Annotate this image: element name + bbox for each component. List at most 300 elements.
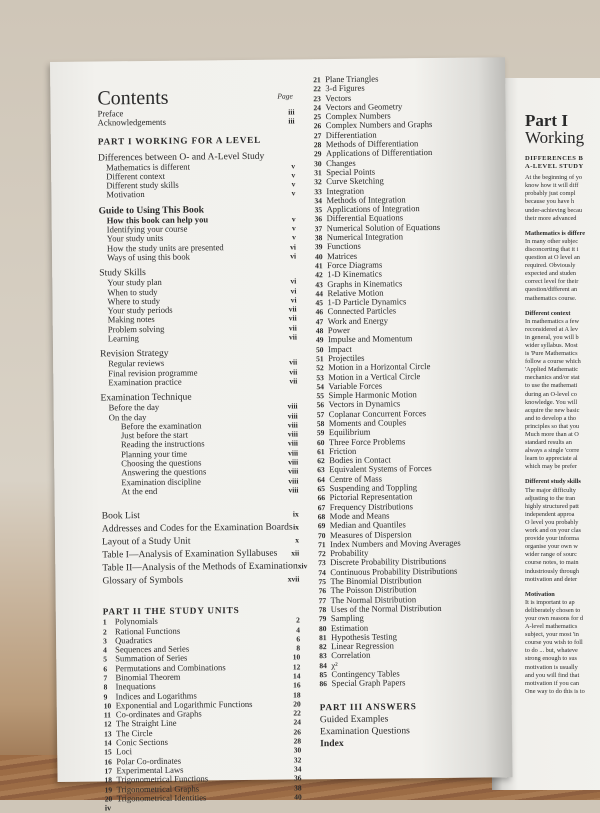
toc-entry-title: Table II—Analysis of the Methods of Examination <box>102 560 298 574</box>
toc-entry-page: 34 <box>293 764 302 774</box>
toc-entry-title: Graphs in Kinematics <box>327 277 403 289</box>
unit-number: 27 <box>313 130 322 141</box>
unit-number: 72 <box>318 549 326 559</box>
unit-number: 44 <box>315 288 323 299</box>
toc-entry-title: Measures of Dispersion <box>329 528 412 540</box>
body-line: mathematics course. <box>525 294 577 302</box>
toc-entry-label <box>108 334 139 344</box>
body-line: highly structured patt <box>525 502 579 510</box>
unit-number: 64 <box>317 474 325 484</box>
body-line: A-level mathematics <box>525 623 578 631</box>
toc-entry-title: The Straight Line <box>115 718 177 729</box>
toc-entry-title: Frequency Distributions <box>329 500 414 512</box>
toc-entry-title: Friction <box>329 445 357 456</box>
unit-number: 33 <box>314 186 322 196</box>
unit-number: 63 <box>317 465 325 475</box>
toc-entry-title: Co-ordinates and Graphs <box>115 708 202 720</box>
body-line: and you will find that <box>525 671 580 679</box>
toc-entry-page: v <box>291 170 296 180</box>
toc-entry-title: Choosing the questions <box>121 457 202 469</box>
body-line: during an O-level co <box>525 390 577 398</box>
toc-entry-title: The Normal Distribution <box>330 593 417 605</box>
page-folio: iv <box>104 803 112 813</box>
body-line: wider syllabus. Most <box>525 341 578 349</box>
toc-entry-title: Vectors in Dynamics <box>328 398 401 410</box>
toc-entry-title: Numerical Solution of Equations <box>326 221 441 233</box>
unit-number: 66 <box>317 493 326 503</box>
toc-entry-title: Differentiation <box>325 129 377 140</box>
toc-entry-label <box>121 487 157 497</box>
toc-entry-title: Indices and Logarithms <box>115 690 197 701</box>
toc-entry <box>100 332 297 343</box>
unit-number: 56 <box>316 400 325 410</box>
unit-number: 1 <box>102 617 107 627</box>
unit-number: 38 <box>314 233 323 243</box>
toc-entry-page: v <box>291 223 296 233</box>
toc-entry-title: Answering the questions <box>121 466 207 478</box>
unit-number: 60 <box>316 437 325 447</box>
toc-entry-title: Bodies in Contact <box>329 454 391 466</box>
toc-entry-title: Ways of using this book <box>106 251 190 263</box>
body-line: independent approa <box>525 510 575 518</box>
section-heading: Guide to Using This Book <box>98 204 205 217</box>
toc-entry-title: Different study skills <box>106 179 179 191</box>
unit-number: 25 <box>313 112 322 122</box>
toc-entry-title: Estimation <box>330 622 369 633</box>
toc-entry-title: Relative Motion <box>327 287 384 298</box>
toc-entry-title: Uses of the Normal Distribution <box>330 602 442 615</box>
toc-entry-page: 26 <box>293 727 302 737</box>
toc-entry-title: Centre of Mass <box>329 473 382 484</box>
toc-entry-title: How this book can help you <box>106 214 209 226</box>
unit-number: 13 <box>103 729 112 739</box>
toc-entry-page: 6 <box>296 634 301 644</box>
toc-entry-title: Functions <box>326 241 361 252</box>
unit-number: 49 <box>315 335 324 345</box>
unit-number: 73 <box>318 558 326 568</box>
toc-entry-title: Your study plan <box>107 277 162 288</box>
toc-entry-title: How the study units are presented <box>106 241 224 254</box>
toc-entry-title: Work and Energy <box>327 315 389 326</box>
toc-entry-page: vi <box>290 251 297 261</box>
toc-entry-page: viii <box>287 401 298 411</box>
toc-entry <box>98 189 295 200</box>
unit-number: 58 <box>316 419 325 429</box>
unit-number: 75 <box>318 577 327 587</box>
toc-entry-title: On the day <box>108 411 147 422</box>
unit-number: 11 <box>103 710 111 720</box>
toc-entry-title: Discrete Probability Distributions <box>330 556 447 568</box>
unit-number: 40 <box>315 251 323 261</box>
toc-entry-title: Force Diagrams <box>327 259 383 271</box>
body-line: O level you probably <box>525 518 579 526</box>
page-column-label: Page <box>277 91 293 101</box>
contents-page <box>50 57 513 813</box>
toc-entry-title: Your study units <box>106 233 164 244</box>
toc-entry-title: Variable Forces <box>328 380 383 391</box>
toc-entry-page: vi <box>290 242 296 252</box>
body-line: expected and studen <box>525 270 577 278</box>
body-line: work and on your clas <box>525 527 581 535</box>
toc-entry-title: Your study periods <box>107 304 173 316</box>
contents-left-column <box>97 107 308 813</box>
unit-number: 57 <box>316 409 325 419</box>
toc-entry-page: v <box>291 161 296 171</box>
body-line: In mathematics a few <box>525 317 580 325</box>
unit-number: 71 <box>318 539 326 550</box>
toc-entry-page: 38 <box>294 782 302 793</box>
toc-entry-page: viii <box>288 476 299 486</box>
toc-entry-page: 36 <box>293 773 302 783</box>
body-line: is 'Pure Mathematics <box>525 350 578 358</box>
part-heading: PART II THE STUDY UNITS <box>102 605 240 617</box>
toc-entry-title: The Poisson Distribution <box>330 584 417 596</box>
toc-entry-title: Power <box>327 324 350 336</box>
body-line: subject, your most 'in <box>525 631 579 639</box>
section-heading: Study Skills <box>99 267 146 279</box>
toc-entry-title: Methods of Differentiation <box>325 138 419 150</box>
body-line: deliberately chosen to <box>525 606 581 614</box>
toc-entry <box>102 509 299 522</box>
unit-number: 65 <box>317 484 326 494</box>
unit-number: 86 <box>319 679 328 689</box>
toc-entry-page: ix <box>292 509 299 519</box>
toc-entry-label <box>102 575 183 587</box>
toc-entry-title: Linear Regression <box>331 640 394 652</box>
unit-number: 16 <box>104 757 112 767</box>
body-line: know how it will diff <box>525 182 579 190</box>
body-line: learn to appreciate al <box>525 455 578 463</box>
unit-number: 48 <box>315 326 324 336</box>
unit-number: 18 <box>104 775 113 785</box>
toc-entry <box>98 117 295 128</box>
body-line: reconsidered at A lev <box>525 325 578 333</box>
unit-number: 82 <box>319 642 327 652</box>
unit-number: 62 <box>317 456 325 466</box>
toc-entry-page: 14 <box>292 671 301 681</box>
toc-entry-page: 8 <box>296 643 301 653</box>
toc-entry-title: Table I—Analysis of Examination Syllabuses <box>102 547 278 561</box>
unit-number: 54 <box>316 381 324 392</box>
unit-number: 39 <box>314 242 323 252</box>
body-line: wider range of sourc <box>525 551 577 559</box>
toc-entry-page: vii <box>289 367 298 377</box>
unit-number: 47 <box>315 316 324 326</box>
facing-heading: Working <box>525 128 585 147</box>
toc-entry-page: 22 <box>293 708 301 718</box>
toc-entry-title: Before the day <box>108 402 160 413</box>
toc-entry-title: Index Numbers and Moving Averages <box>330 537 461 549</box>
toc-entry-page: iii <box>288 107 295 117</box>
answers-entry: Guided Examples <box>319 713 389 725</box>
toc-entry-title: Polynomials <box>114 616 158 627</box>
toc-entry-title: Trigonometrical Functions <box>116 773 209 785</box>
body-line: your own reasons for d <box>525 614 584 622</box>
unit-number: 50 <box>315 344 324 354</box>
toc-entry-title: Equivalent Systems of Forces <box>329 463 432 475</box>
unit-number: 10 <box>103 701 112 711</box>
unit-number: 24 <box>313 103 322 113</box>
part-heading: PART III ANSWERS <box>319 700 417 712</box>
unit-number: 51 <box>316 354 324 364</box>
body-line: principles so that you <box>525 422 580 430</box>
body-line: to do ... but, whateve <box>525 647 578 655</box>
unit-number: 15 <box>104 747 112 757</box>
toc-entry-title: Experimental Laws <box>116 764 184 776</box>
toc-entry-title: Hypothesis Testing <box>330 631 397 642</box>
toc-entry-page: 16 <box>292 680 301 690</box>
body-line: and to develop a tho <box>525 414 577 422</box>
body-line: organise your own w <box>525 543 578 551</box>
toc-entry-title: Three Force Problems <box>328 435 406 447</box>
toc-entry-title: Moments and Couples <box>328 417 407 429</box>
toc-entry-title: Rational Functions <box>114 625 181 636</box>
toc-entry-title: Planning your time <box>121 448 188 459</box>
body-line: In many other subjec <box>525 237 578 245</box>
unit-number: 2 <box>102 626 107 636</box>
toc-entry-title: Acknowledgements <box>97 117 166 128</box>
toc-entry-title: Impact <box>327 343 352 354</box>
toc-entry-title: Examination discipline <box>121 476 201 487</box>
toc-entry-label <box>102 536 191 548</box>
toc-entry-page: xiv <box>297 561 308 571</box>
toc-entry-title: Matrices <box>326 250 358 261</box>
toc-entry-page: vii <box>289 376 298 386</box>
unit-number: 77 <box>318 595 327 605</box>
toc-entry-page: viii <box>288 457 299 467</box>
body-line: strong enough to sus <box>525 655 577 663</box>
facing-subheading: Different study skills <box>525 478 581 486</box>
unit-number: 79 <box>318 614 327 624</box>
toc-entry-title: Correlation <box>331 650 371 661</box>
toc-entry-page: v <box>291 188 296 198</box>
body-line: Much more than at O <box>525 431 579 438</box>
toc-entry-title: 1-D Kinematics <box>327 268 382 280</box>
toc-entry-page: vi <box>290 295 297 305</box>
toc-entry-title: Problem solving <box>107 323 165 335</box>
unit-number: 59 <box>316 428 325 438</box>
page-title: Contents <box>97 86 169 110</box>
body-line: probably just compl <box>525 190 576 198</box>
body-line: 'Applied Mathematic <box>525 366 579 374</box>
toc-entry-title: Special Points <box>326 166 376 178</box>
unit-number: 85 <box>319 670 327 680</box>
unit-number: 83 <box>319 651 327 661</box>
unit-number: 74 <box>318 567 326 577</box>
toc-entry-title: Summation of Series <box>115 652 188 664</box>
body-line: disconcerting that it i <box>525 245 579 253</box>
toc-entry-title: Equilibrium <box>328 426 371 438</box>
body-line: course notes, to main <box>525 559 579 567</box>
unit-number: 9 <box>103 692 108 702</box>
toc-entry-title: Continuous Probability Distributions <box>330 565 458 577</box>
unit-number: 12 <box>103 719 112 729</box>
toc-entry-title: Complex Numbers <box>325 110 391 122</box>
unit-number: 34 <box>314 196 323 206</box>
unit-number: 23 <box>313 93 321 103</box>
toc-entry-title: Vectors and Geometry <box>325 101 403 113</box>
body-line: follow a course which <box>525 358 581 366</box>
unit-number: 29 <box>313 149 322 159</box>
toc-entry-page: v <box>291 179 296 189</box>
toc-entry <box>102 560 308 574</box>
toc-entry-title: Making notes <box>107 314 155 325</box>
toc-entry-page: viii <box>288 466 299 476</box>
answers-entry: Index <box>320 737 344 749</box>
spacer <box>102 495 299 509</box>
toc-entry-title: Pictorial Representation <box>329 491 413 503</box>
toc-entry-title: When to study <box>107 286 158 297</box>
toc-entry-label <box>105 793 207 803</box>
toc-entry-title: Connected Particles <box>327 305 397 317</box>
unit-number: 30 <box>314 158 322 168</box>
toc-entry-title: Polar Co-ordinates <box>116 755 182 766</box>
toc-entry-title: 1-D Particle Dynamics <box>327 296 407 308</box>
toc-entry-title: Impulse and Momentum <box>327 333 413 345</box>
unit-number: 46 <box>315 307 324 317</box>
body-line: adjusting to the tran <box>525 494 576 502</box>
toc-entry <box>102 522 299 535</box>
toc-entry-title: Trigonometrical Graphs <box>116 783 200 794</box>
toc-entry-title: Sampling <box>330 612 364 624</box>
toc-entry-page: xvii <box>287 574 300 584</box>
unit-number: 43 <box>315 279 323 289</box>
contents-right-column <box>313 73 510 749</box>
toc-entry-title: Trigonometrical Identities <box>116 792 207 804</box>
toc-entry-label <box>102 561 298 574</box>
toc-entry-title: χ² <box>331 659 338 670</box>
body-line: knowledge. You will <box>525 398 578 406</box>
body-line: course you wish to foll <box>525 639 583 647</box>
caps-line: DIFFERENCES B <box>525 155 584 162</box>
toc-entry-label <box>102 510 140 521</box>
unit-number: 70 <box>317 530 326 540</box>
toc-entry-page: iii <box>288 116 295 126</box>
toc-entry-page: viii <box>287 438 299 448</box>
unit-number: 22 <box>313 84 321 94</box>
toc-entry-title: Learning <box>107 333 139 344</box>
toc-entry-page: v <box>291 214 296 224</box>
unit-number: 20 <box>104 794 113 804</box>
toc-entry-title: Mode and Means <box>329 510 390 522</box>
unit-number: 17 <box>104 766 112 776</box>
unit-number: 61 <box>317 447 325 457</box>
toc-entry-title: Book List <box>101 510 140 522</box>
unit-number: 14 <box>104 738 112 748</box>
body-line: in general, you will b <box>525 333 579 341</box>
unit-number: 35 <box>314 205 323 215</box>
body-line: because you have h <box>525 198 575 206</box>
toc-entry-title: Exponential and Logarithmic Functions <box>115 698 253 711</box>
toc-entry-title: Applications of Differentiation <box>325 147 433 159</box>
toc-entry-label <box>319 651 370 661</box>
unit-number: 53 <box>316 372 324 382</box>
toc-entry-page: ix <box>292 522 299 532</box>
toc-entry-label <box>319 679 405 689</box>
toc-entry-title: Examination practice <box>108 376 182 388</box>
body-line: One way to do this is to <box>525 687 585 695</box>
toc-entry-title: Probability <box>330 547 369 559</box>
toc-entry-label <box>102 522 293 535</box>
unit-number: 81 <box>318 632 327 643</box>
toc-entry-page: vii <box>288 313 297 323</box>
unit-number: 19 <box>104 784 113 795</box>
unit-number: 3 <box>103 636 107 646</box>
toc-entry-page: 24 <box>293 717 301 727</box>
toc-entry-title: Regular reviews <box>108 358 165 369</box>
toc-entry-page: vii <box>289 357 298 367</box>
unit-number: 68 <box>317 512 326 522</box>
toc-entry-title: Differential Equations <box>326 212 404 224</box>
body-line: motivation if you can <box>525 679 580 687</box>
toc-entry-label <box>104 738 168 748</box>
toc-entry-title: The Circle <box>115 727 153 739</box>
section-heading: Revision Strategy <box>100 348 169 360</box>
unit-number: 42 <box>315 270 323 280</box>
toc-entry-page: 18 <box>293 689 301 700</box>
toc-entry-page: 2 <box>296 615 300 625</box>
toc-entry-title: Final revision programme <box>108 367 198 379</box>
caps-line: A-LEVEL STUDY <box>525 163 584 171</box>
toc-entry-title: Inequations <box>115 681 156 692</box>
toc-entry-page: xii <box>291 548 300 558</box>
toc-entry-page: viii <box>287 420 298 430</box>
toc-entry <box>99 251 296 262</box>
unit-number: 37 <box>314 223 323 233</box>
toc-entry-title: Special Graph Papers <box>331 677 406 689</box>
body-line: which may be prefer <box>525 463 577 471</box>
toc-entry-page: viii <box>288 485 299 495</box>
toc-entry-title: 3-d Figures <box>325 83 365 94</box>
body-line: mechanics and/or stat <box>525 374 580 382</box>
unit-number: 32 <box>314 177 322 187</box>
toc-entry-label <box>98 118 166 128</box>
answers-entry: Examination Questions <box>319 724 410 737</box>
toc-entry-title: Curve Sketching <box>326 175 384 187</box>
body-line: motivation is usually <box>525 663 578 671</box>
toc-entry-page: vi <box>290 285 297 296</box>
unit-number: 80 <box>318 623 327 633</box>
body-line: At the beginning of yo <box>525 174 583 182</box>
unit-number: 84 <box>319 660 327 670</box>
body-line: to use the mathemati <box>525 382 578 390</box>
toc-entry-page: 10 <box>292 652 301 662</box>
toc-entry-title: Permutations and Combinations <box>115 661 226 674</box>
toc-entry-title: Just before the start <box>120 429 189 441</box>
body-line: The major difficulty <box>525 486 576 494</box>
body-line: It is important to ap <box>525 598 575 606</box>
body-line: motivation and deter <box>525 575 578 583</box>
toc-entry-title: Contingency Tables <box>331 668 400 680</box>
toc-entry-page: 30 <box>293 745 302 755</box>
toc-entry-title: Addresses and Codes for the Examination Boards <box>101 521 293 535</box>
toc-entry-page: vii <box>288 323 297 333</box>
toc-entry-page: v <box>292 232 296 242</box>
toc-entry-page: vii <box>288 304 297 314</box>
toc-entry-title: Coplanar Concurrent Forces <box>328 407 427 419</box>
unit-number: 28 <box>313 140 322 150</box>
toc-entry-title: Glossary of Symbols <box>102 574 183 587</box>
facing-caps-heading <box>525 155 600 171</box>
toc-entry-title: Projectiles <box>328 352 365 364</box>
unit-number: 36 <box>314 214 323 224</box>
toc-entry-title: Layout of a Study Unit <box>101 535 191 548</box>
body-line: their more advanced <box>525 214 577 222</box>
body-line: question/different an <box>525 286 578 294</box>
toc-entry-title: Sequences and Series <box>115 643 190 655</box>
unit-number: 7 <box>103 673 108 683</box>
unit-number: 52 <box>316 363 324 373</box>
